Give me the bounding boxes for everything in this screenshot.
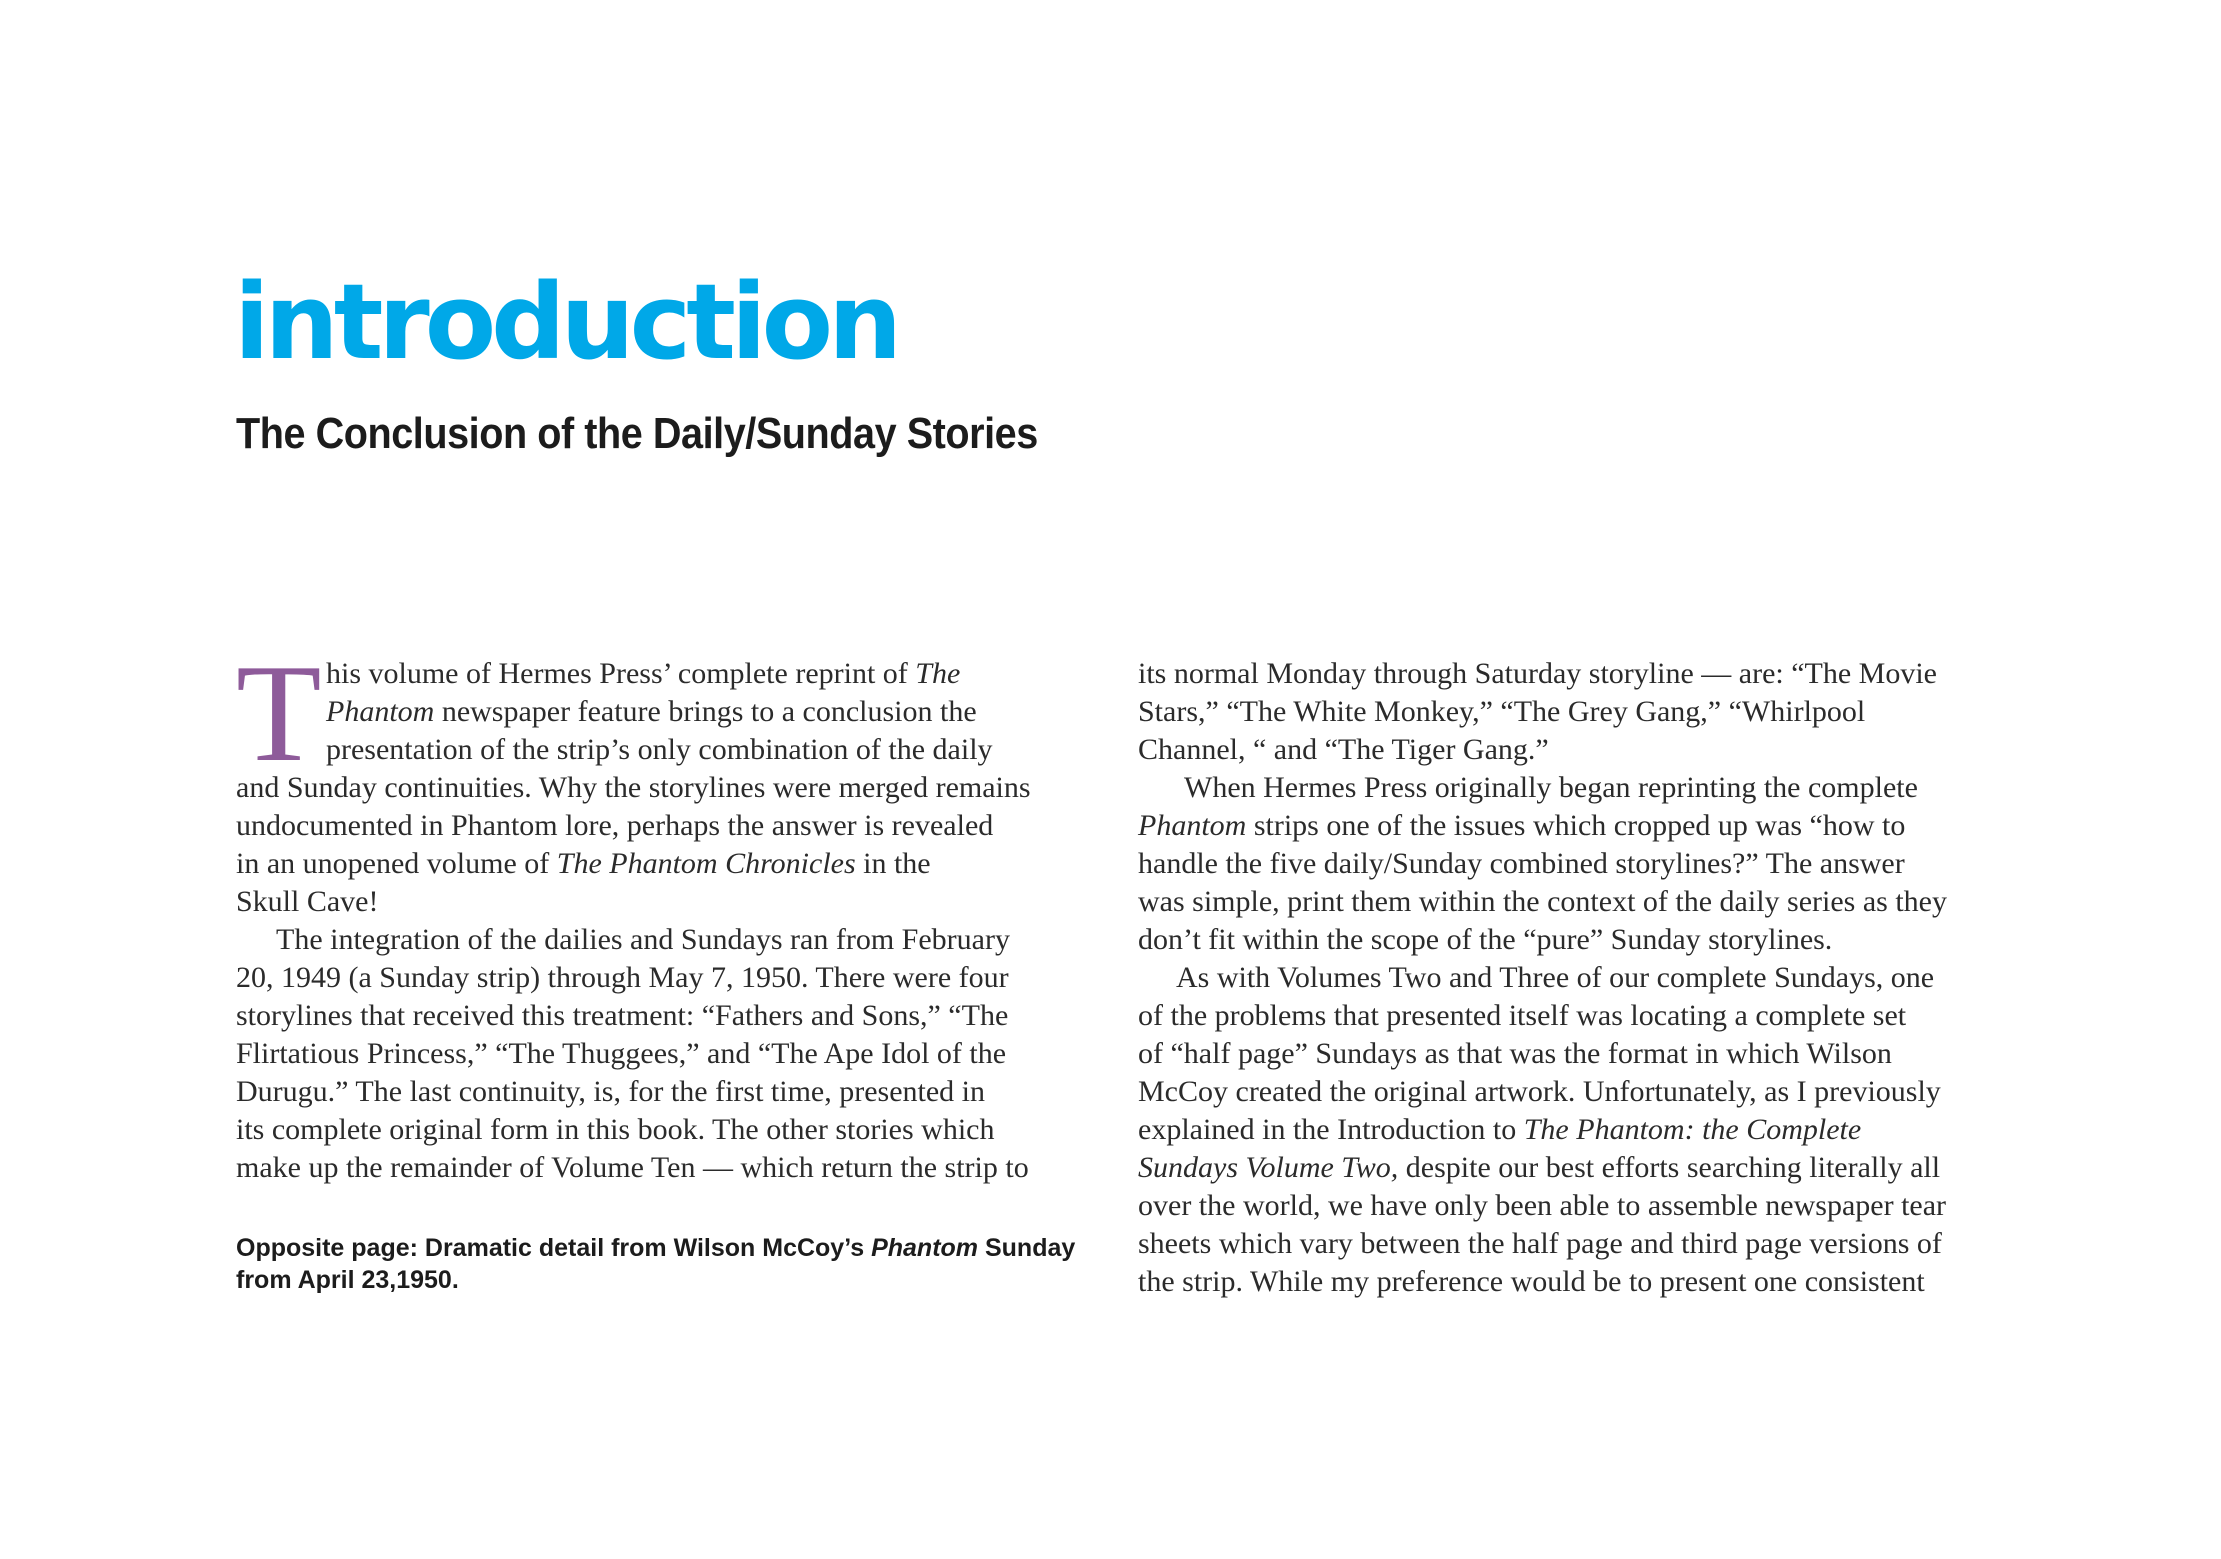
text-run: Sunday [978, 1234, 1076, 1262]
text-line: storylines that received this treatment: “Fathers and Sons,” “The [236, 999, 1009, 1032]
text-line: was simple, print them within the context of the daily series as they [1138, 885, 1947, 918]
text-run: Opposite page: Dramatic detail from Wilson McCoy’s [236, 1234, 872, 1262]
text-line: presentation of the strip’s only combination of the daily [326, 733, 993, 766]
caption-line: from April 23,1950. [236, 1266, 459, 1294]
chapter-subtitle: The Conclusion of the Daily/Sunday Stories [236, 409, 1038, 458]
text-line: undocumented in Phantom lore, perhaps the answer is revealed [236, 809, 994, 842]
text-line: over the world, we have only been able to assemble newspaper tear [1138, 1189, 1947, 1222]
text-line: its complete original form in this book. The other stories which [236, 1113, 995, 1146]
paragraph-start: As with Volumes Two and Three of our complete Sundays, one [1176, 961, 1935, 994]
italic-title: Phantom [871, 1234, 979, 1262]
italic-title: The Phantom: the Complete [1523, 1113, 1862, 1146]
drop-cap: T [236, 636, 322, 791]
text-line: 20, 1949 (a Sunday strip) through May 7, 1950. There were four [236, 961, 1009, 994]
right-column [1138, 655, 2018, 1301]
text-line: Durugu.” The last continuity, is, for the first time, presented in [236, 1075, 986, 1108]
text-line: and Sunday continuities. Why the storylines were merged remains [236, 771, 1031, 804]
text-run: despite our best efforts searching literally all [1398, 1151, 1941, 1184]
text-run: his volume of Hermes Press’ complete reprint of [326, 657, 916, 690]
text-line: Skull Cave! [236, 885, 379, 918]
text-line: the strip. While my preference would be to present one consistent [1138, 1265, 1925, 1298]
paragraph-start: The integration of the dailies and Sundays ran from February [276, 923, 1010, 956]
italic-title: Phantom [326, 695, 435, 728]
text-line: McCoy created the original artwork. Unfortunately, as I previously [1138, 1075, 1941, 1108]
text-line [236, 693, 1116, 731]
text-line: handle the five daily/Sunday combined storylines?” The answer [1138, 847, 1905, 880]
text-line: sheets which vary between the half page and third page versions of [1138, 1227, 1942, 1260]
text-line: of the problems that presented itself was locating a complete set [1138, 999, 1907, 1032]
italic-title: Phantom [1138, 809, 1247, 842]
text-line: its normal Monday through Saturday storyline — are: “The Movie [1138, 657, 1937, 690]
left-column [236, 636, 1116, 1187]
italic-title: Sundays Volume Two, [1138, 1151, 1399, 1184]
text-line: Channel, “ and “The Tiger Gang.” [1138, 733, 1549, 766]
text-run: explained in the Introduction to [1138, 1113, 1524, 1146]
italic-title: The [915, 657, 961, 690]
text-line [236, 845, 1116, 883]
text-line: Stars,” “The White Monkey,” “The Grey Gang,” “Whirlpool [1138, 695, 1866, 728]
text-line: Flirtatious Princess,” “The Thuggees,” and “The Ape Idol of the [236, 1037, 1007, 1070]
italic-title: The Phantom Chronicles [556, 847, 856, 880]
image-caption [236, 1232, 1116, 1296]
text-line [1138, 1149, 2018, 1187]
text-line [1138, 807, 2018, 845]
text-line: don’t fit within the scope of the “pure” Sunday storylines. [1138, 923, 1833, 956]
text-run: in the [855, 847, 931, 880]
text-run: newspaper feature brings to a conclusion the [434, 695, 977, 728]
paragraph-start: When Hermes Press originally began reprinting the complete [1184, 771, 1918, 804]
text-run: in an unopened volume of [236, 847, 557, 880]
caption-line [236, 1232, 1116, 1264]
chapter-heading: introduction [234, 261, 898, 383]
text-line: make up the remainder of Volume Ten — which return the strip to [236, 1151, 1029, 1184]
text-line: of “half page” Sundays as that was the format in which Wilson [1138, 1037, 1892, 1070]
text-run: strips one of the issues which cropped up was “how to [1246, 809, 1906, 842]
text-line [236, 655, 1116, 693]
text-line [1138, 1111, 2018, 1149]
